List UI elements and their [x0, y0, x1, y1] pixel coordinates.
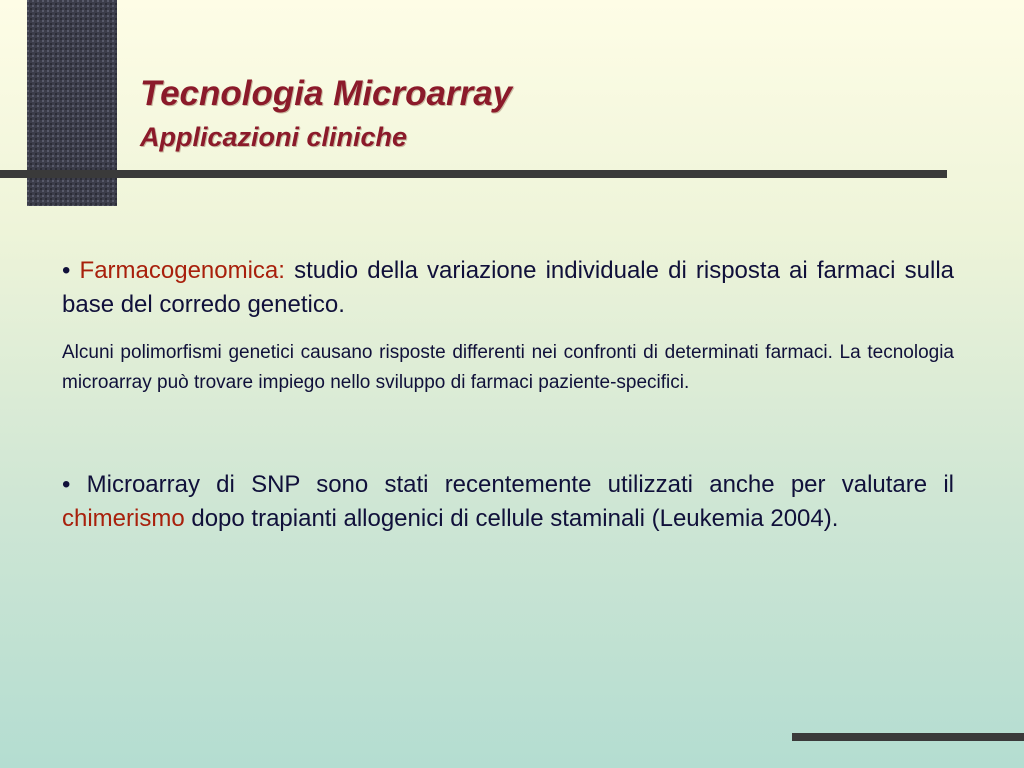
slide-title: Tecnologia Microarray [140, 74, 513, 113]
bullet-icon: • [62, 257, 71, 284]
bullet-text-after: dopo trapianti allogenici di cellule staminali (Leukemia 2004). [184, 505, 839, 532]
term-farmacogenomica: Farmacogenomica: [79, 257, 285, 284]
bullet-text-before: Microarray di SNP sono stati recentemente utilizzati anche per valutare il [86, 471, 954, 498]
title-divider [0, 170, 947, 178]
bullet-icon: • [62, 471, 71, 498]
footer-divider [792, 733, 1024, 741]
bullet-text: studio della variazione individuale di risposta ai farmaci sulla base del corredo genetico. [62, 257, 954, 318]
bullet-item-snp [62, 468, 954, 536]
slide-body [62, 254, 954, 536]
term-chimerismo: chimerismo [62, 505, 185, 532]
detail-paragraph: Alcuni polimorfismi genetici causano risposte differenti nei confronti di determinati farmaci. La tecnologia microarray può trovare impiego nello sviluppo di farmaci paziente-specifici. [62, 342, 954, 393]
slide-subtitle: Applicazioni cliniche [140, 122, 408, 152]
bullet-item-farmacogenomica [62, 254, 954, 322]
